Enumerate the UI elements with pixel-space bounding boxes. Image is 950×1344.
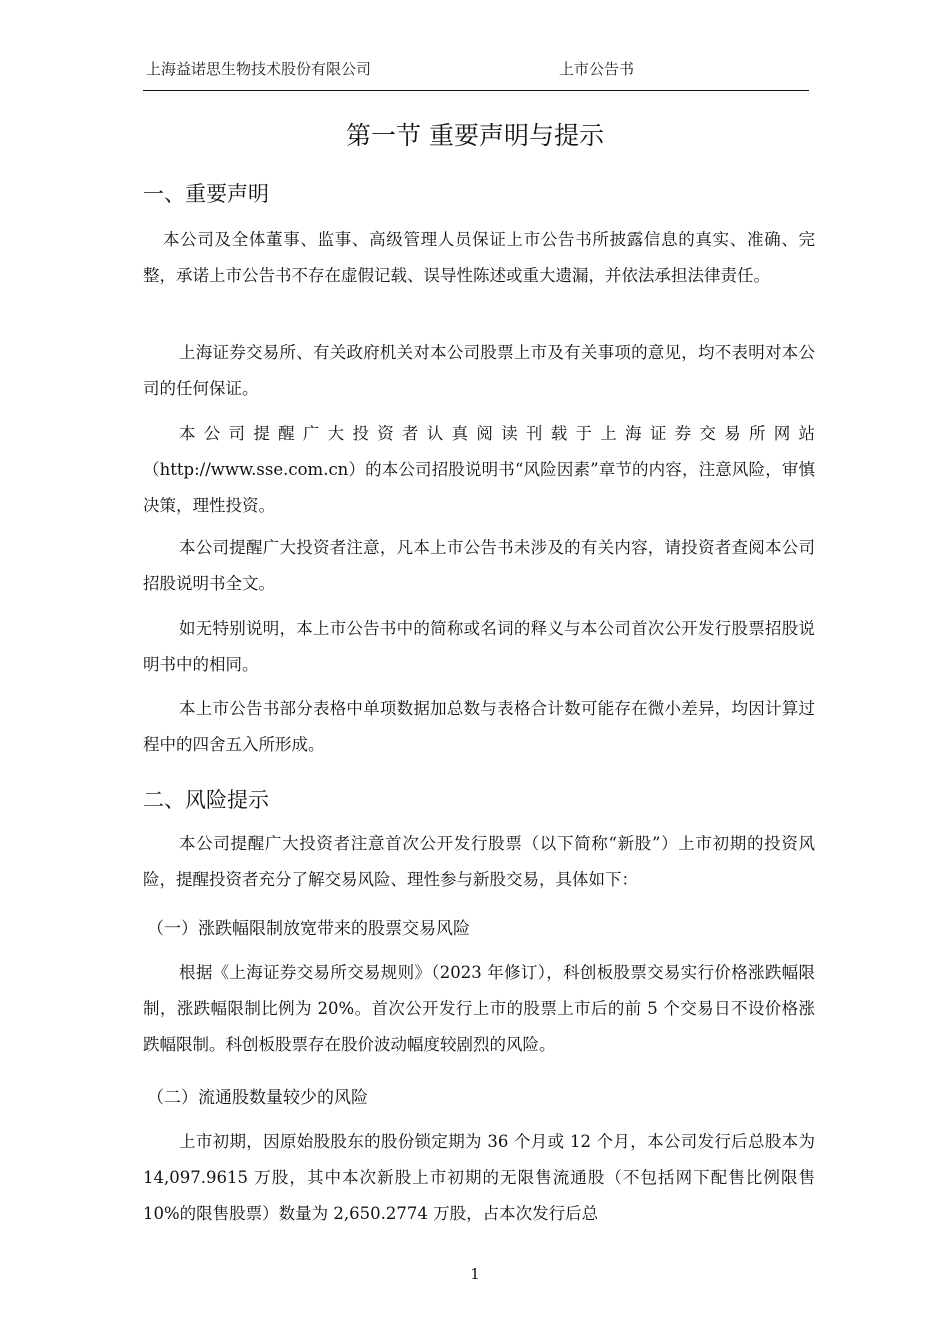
page-header (143, 58, 809, 80)
paragraph: 本公司及全体董事、监事、高级管理人员保证上市公告书所披露信息的真实、准确、完整，承诺上市公告书不存在虚假记载、误导性陈述或重大遗漏，并依法承担法律责任。 (143, 230, 815, 285)
paragraph: 本公司提醒广大投资者注意首次公开发行股票（以下简称“新股”）上市初期的投资风险，提醒投资者充分了解交易风险、理性参与新股交易，具体如下： (143, 834, 815, 889)
section-heading-declaration: 一、重要声明 (143, 182, 269, 206)
paragraph: 上市初期，因原始股股东的股份锁定期为 36 个月或 12 个月，本公司发行后总股本为 14,097.9615 万股，其中本次新股上市初期的无限售流通股（不包括网下配售比例限售 10%的限售股票）数量为 2,650.2774 万股，占本次发行后总 (143, 1132, 815, 1223)
paragraph: 本公司提醒广大投资者认真阅读刊载于上海证券交易所网站（http://www.sse.com.cn）的本公司招股说明书“风险因素”章节的内容，注意风险，审慎决策，理性投资。 (143, 424, 815, 515)
section-heading-risk: 二、风险提示 (143, 788, 269, 812)
header-divider (143, 90, 809, 91)
paragraph: 如无特别说明，本上市公告书中的简称或名词的释义与本公司首次公开发行股票招股说明书中的相同。 (143, 619, 815, 674)
paragraph: 上海证券交易所、有关政府机关对本公司股票上市及有关事项的意见，均不表明对本公司的任何保证。 (143, 343, 815, 398)
page-number: 1 (470, 1265, 480, 1283)
paragraph: 根据《上海证券交易所交易规则》（2023 年修订），科创板股票交易实行价格涨跌幅限制，涨跌幅限制比例为 20%。首次公开发行上市的股票上市后的前 5 个交易日不设价格涨跌幅限制。科创板股票存在股价波动幅度较剧烈的风险。 (143, 963, 816, 1054)
header-doc-type: 上市公告书 (559, 60, 635, 78)
subsection-heading: （二）流通股数量较少的风险 (147, 1088, 368, 1108)
header-company: 上海益诺思生物技术股份有限公司 (146, 60, 372, 78)
subsection-heading: （一）涨跌幅限制放宽带来的股票交易风险 (147, 919, 470, 939)
paragraph: 本公司提醒广大投资者注意，凡本上市公告书未涉及的有关内容，请投资者查阅本公司招股说明书全文。 (143, 538, 815, 593)
page-title: 第一节 重要声明与提示 (346, 121, 604, 150)
paragraph: 本上市公告书部分表格中单项数据加总数与表格合计数可能存在微小差异，均因计算过程中的四舍五入所形成。 (143, 699, 815, 754)
